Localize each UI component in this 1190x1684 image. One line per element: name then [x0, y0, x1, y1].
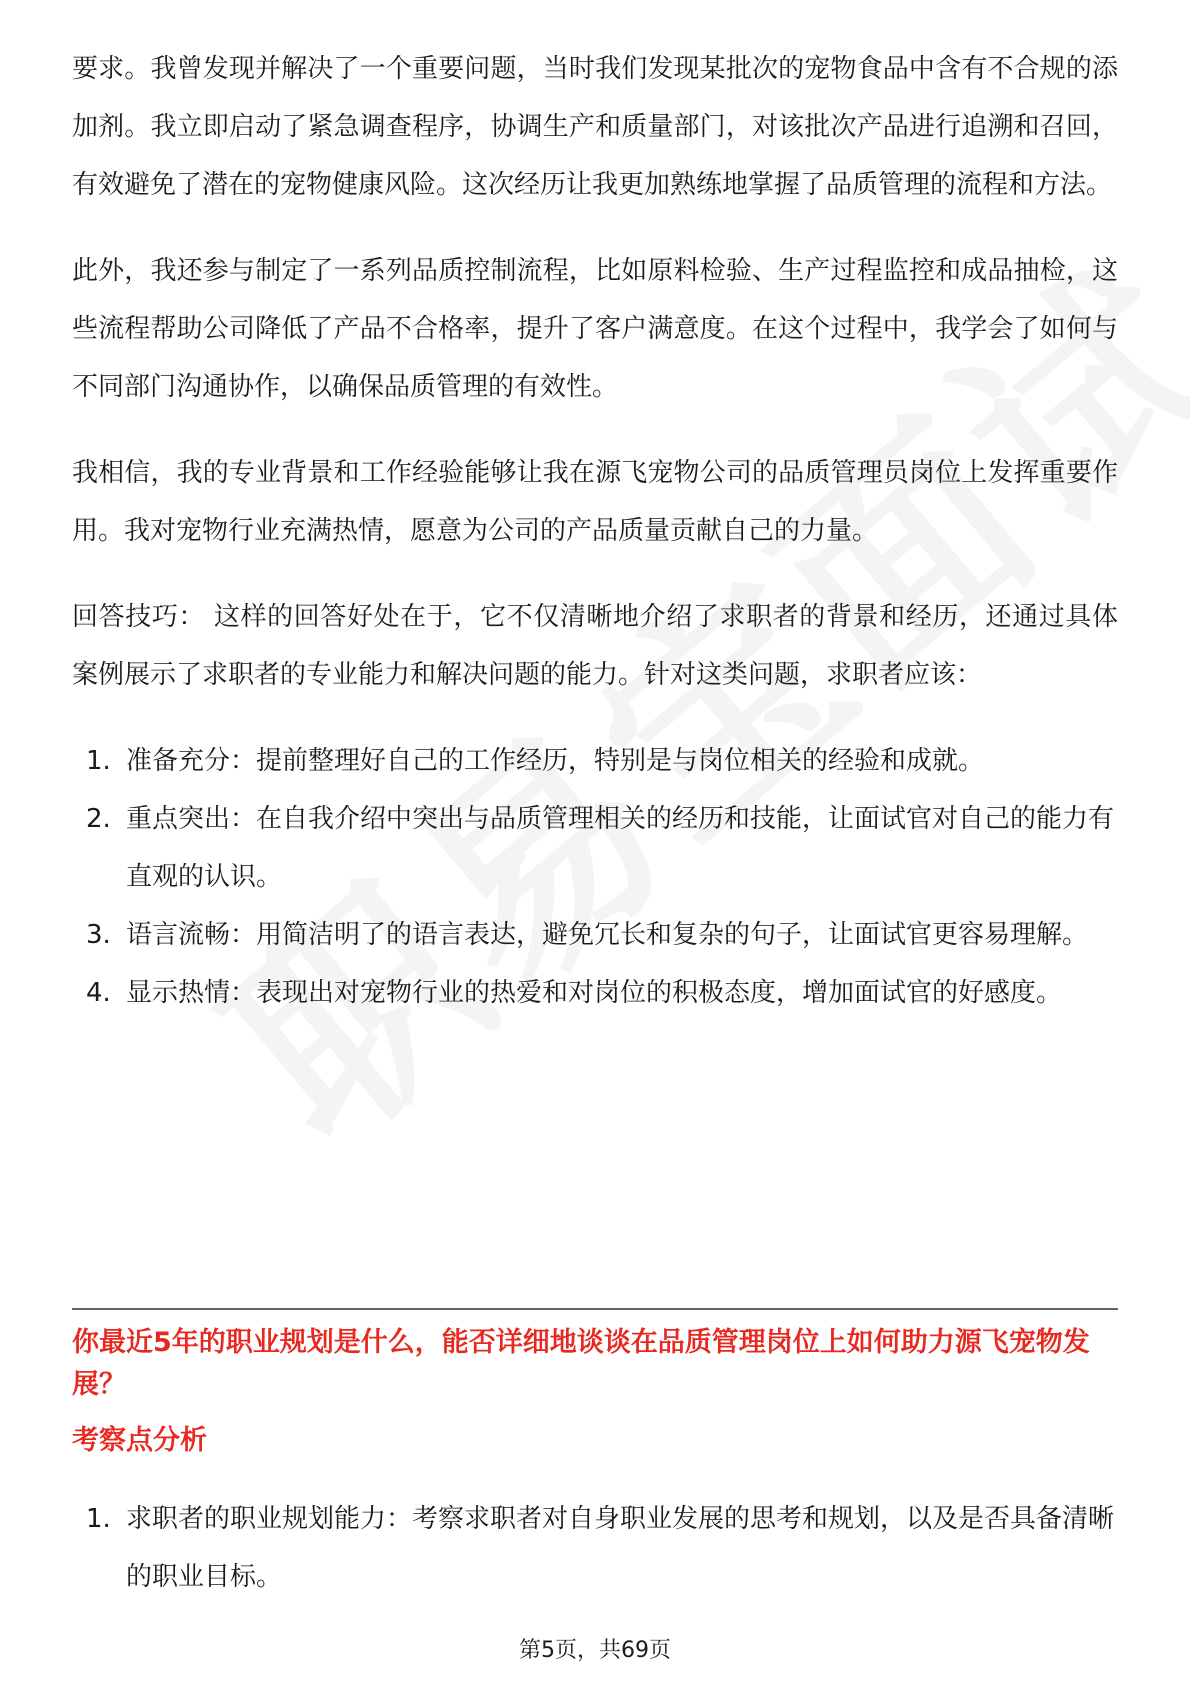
paragraph-answer-tips: 回答技巧： 这样的回答好处在于，它不仅清晰地介绍了求职者的背景和经历，还通过具体案例展示了求职者的专业能力和解决问题的能力。针对这类问题，求职者应该： [72, 602, 1118, 690]
analysis-heading: 考察点分析 [72, 1425, 207, 1456]
list-item-text: 求职者的职业规划能力：考察求职者对自身职业发展的思考和规划，以及是否具备清晰的职业目标。 [126, 1504, 1115, 1592]
analysis-list [72, 1490, 1118, 1606]
list-item-number: 1. [86, 746, 111, 776]
list-item-text: 显示热情：表现出对宠物行业的热爱和对岗位的积极态度，增加面试官的好感度。 [126, 978, 1063, 1008]
list-item-text: 语言流畅：用简洁明了的语言表达，避免冗长和复杂的句子，让面试官更容易理解。 [126, 920, 1089, 950]
list-item [72, 1490, 1118, 1606]
list-item-number: 4. [86, 978, 111, 1008]
tips-list [72, 732, 1118, 1022]
section-divider [72, 1308, 1118, 1310]
list-item [72, 964, 1118, 1022]
list-item [72, 790, 1118, 906]
list-item [72, 732, 1118, 790]
list-item-number: 2. [86, 804, 111, 834]
question-heading: 你最近5年的职业规划是什么，能否详细地谈谈在品质管理岗位上如何助力源飞宠物发展？ [72, 1327, 1090, 1400]
list-item-number: 3. [86, 920, 111, 950]
paragraph-3: 我相信，我的专业背景和工作经验能够让我在源飞宠物公司的品质管理员岗位上发挥重要作用。我对宠物行业充满热情，愿意为公司的产品质量贡献自己的力量。 [72, 458, 1118, 546]
list-item-text: 重点突出：在自我介绍中突出与品质管理相关的经历和技能，让面试官对自己的能力有直观的认识。 [126, 804, 1115, 892]
paragraph-2: 此外，我还参与制定了一系列品质控制流程，比如原料检验、生产过程监控和成品抽检，这些流程帮助公司降低了产品不合格率，提升了客户满意度。在这个过程中，我学会了如何与不同部门沟通协作，以确保品质管理的有效性。 [72, 256, 1118, 402]
list-item [72, 906, 1118, 964]
page-footer: 第5页，共69页 [519, 1638, 671, 1663]
paragraph-1: 要求。我曾发现并解决了一个重要问题，当时我们发现某批次的宠物食品中含有不合规的添加剂。我立即启动了紧急调查程序，协调生产和质量部门，对该批次产品进行追溯和召回，有效避免了潜在的宠物健康风险。这次经历让我更加熟练地掌握了品质管理的流程和方法。 [72, 54, 1118, 200]
main-content [72, 40, 1118, 1050]
list-item-text: 准备充分：提前整理好自己的工作经历，特别是与岗位相关的经验和成就。 [126, 746, 985, 776]
list-item-number: 1. [86, 1504, 111, 1534]
